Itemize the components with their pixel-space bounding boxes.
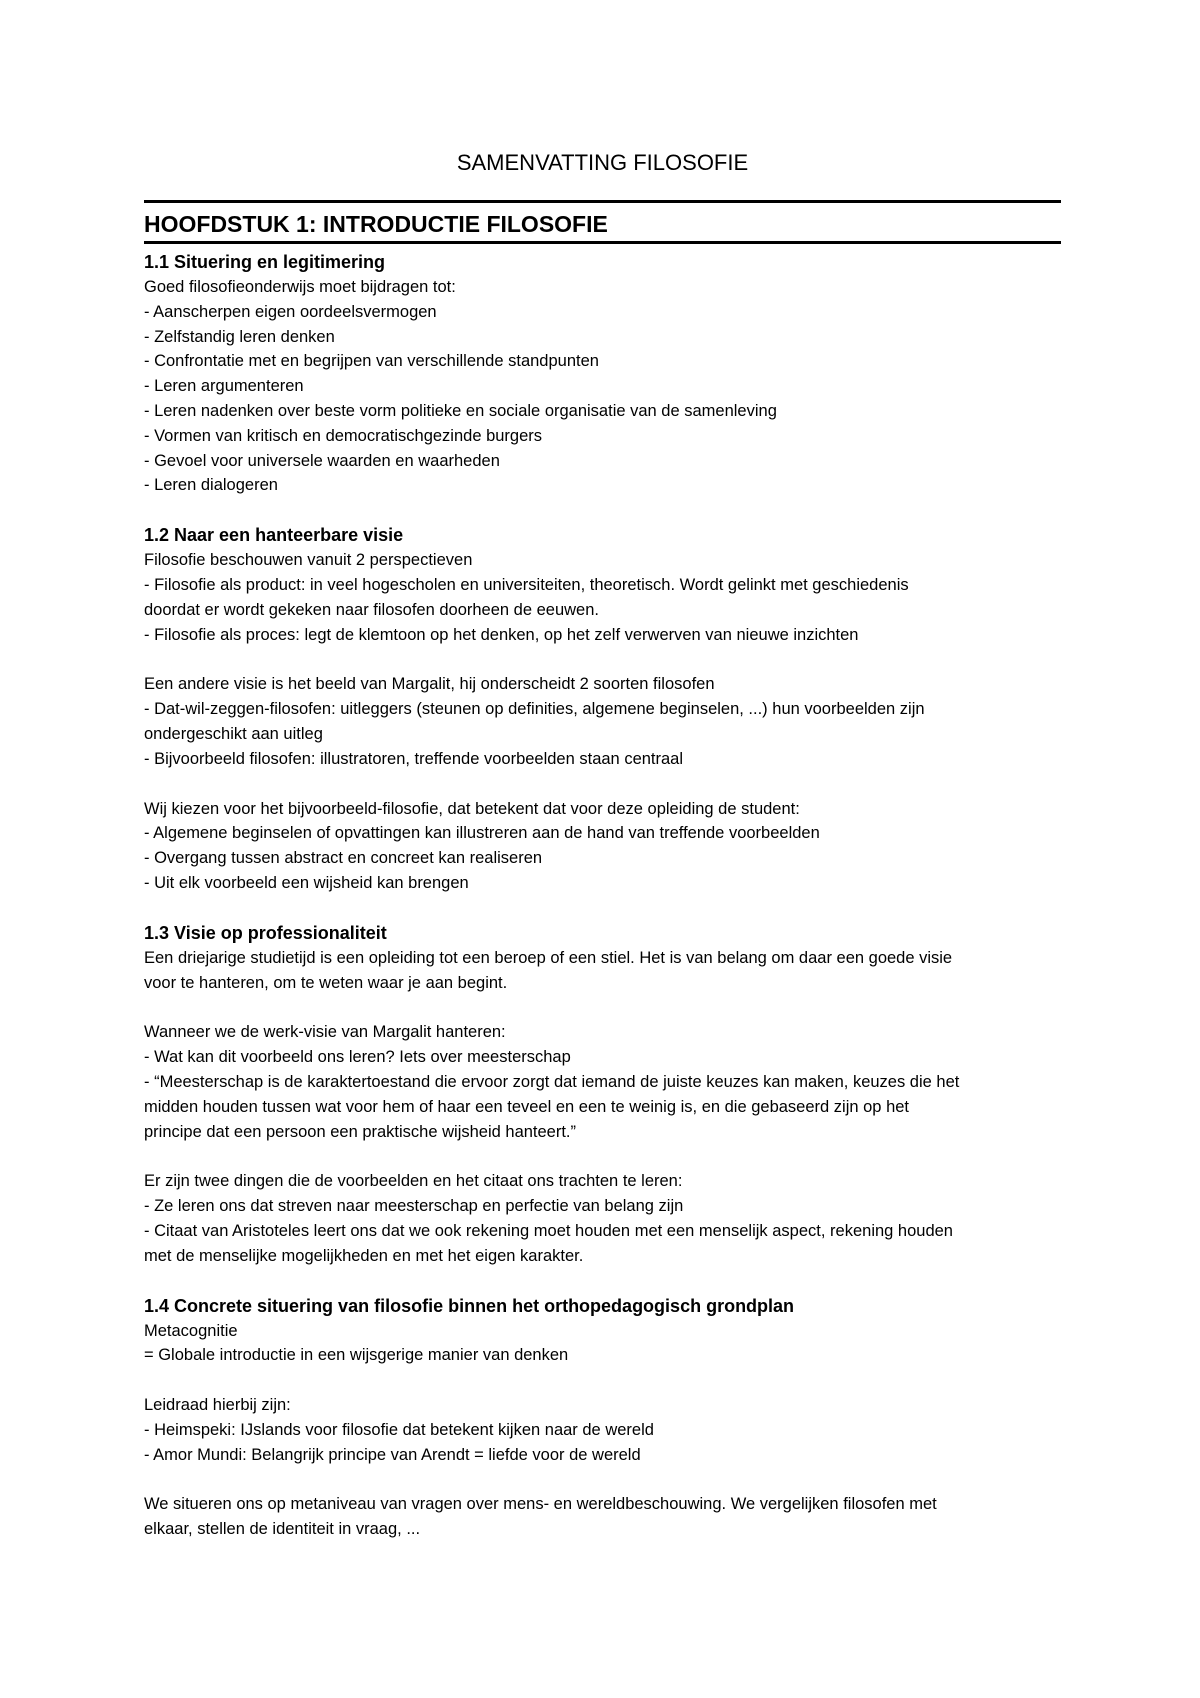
text-line: ondergeschikt aan uitleg bbox=[144, 724, 323, 743]
bullet-line: - Gevoel voor universele waarden en waarheden bbox=[144, 451, 500, 470]
paragraph bbox=[144, 1393, 1061, 1467]
bullet-line: - Leren dialogeren bbox=[144, 476, 278, 495]
bullet-line: - Aanscherpen eigen oordeelsvermogen bbox=[144, 302, 437, 321]
section-spacer bbox=[144, 896, 1061, 921]
text-line: Goed filosofieonderwijs moet bijdragen tot: bbox=[144, 278, 456, 296]
document-body bbox=[144, 250, 1061, 1542]
section-heading: 1.3 Visie op professionaliteit bbox=[144, 922, 387, 943]
bullet-line: - “Meesterschap is de karaktertoestand die ervoor zorgt dat iemand de juiste keuzes kan maken, keuzes die het bbox=[144, 1072, 960, 1091]
section bbox=[144, 921, 1061, 1269]
bullet-line: - Amor Mundi: Belangrijk principe van Arendt = liefde voor de wereld bbox=[144, 1445, 641, 1464]
text-line: Er zijn twee dingen die de voorbeelden en het citaat ons trachten te leren: bbox=[144, 1172, 683, 1191]
bullet-line: - Zelfstandig leren denken bbox=[144, 327, 335, 346]
document-page bbox=[144, 148, 1061, 1542]
section-heading: 1.1 Situering en legitimering bbox=[144, 252, 386, 272]
text-line: Wij kiezen voor het bijvoorbeeld-filosofie, dat betekent dat voor deze opleiding de student: bbox=[144, 799, 800, 818]
bullet-line: - Wat kan dit voorbeeld ons leren? Iets over meesterschap bbox=[144, 1048, 571, 1067]
bullet-line: - Ze leren ons dat streven naar meesterschap en perfectie van belang zijn bbox=[144, 1197, 684, 1216]
paragraph bbox=[144, 1169, 1061, 1268]
paragraph bbox=[144, 1020, 1061, 1144]
paragraph-spacer bbox=[144, 1368, 1061, 1393]
text-line: Wanneer we de werk-visie van Margalit hanteren: bbox=[144, 1023, 506, 1042]
text-line: elkaar, stellen de identiteit in vraag, ... bbox=[144, 1520, 421, 1539]
section bbox=[144, 250, 1061, 498]
text-line: met de menselijke mogelijkheden en met het eigen karakter. bbox=[144, 1246, 584, 1265]
text-line: principe dat een persoon een praktische wijsheid hanteert.” bbox=[144, 1122, 577, 1141]
section bbox=[144, 523, 1061, 896]
text-line: Een andere visie is het beeld van Margalit, hij onderscheidt 2 soorten filosofen bbox=[144, 675, 715, 694]
text-line: Filosofie beschouwen vanuit 2 perspectieven bbox=[144, 551, 473, 570]
paragraph bbox=[144, 946, 1061, 996]
text-line: midden houden tussen wat voor hem of haar een teveel en een te weinig is, en die gebaseerd zijn op het bbox=[144, 1097, 910, 1116]
chapter-heading: HOOFDSTUK 1: INTRODUCTIE FILOSOFIE bbox=[144, 200, 1061, 244]
paragraph-spacer bbox=[144, 995, 1061, 1020]
paragraph bbox=[144, 1492, 1061, 1542]
paragraph bbox=[144, 275, 1061, 498]
bullet-line: - Bijvoorbeeld filosofen: illustratoren, treffende voorbeelden staan centraal bbox=[144, 749, 684, 768]
bullet-line: - Overgang tussen abstract en concreet kan realiseren bbox=[144, 849, 543, 868]
section bbox=[144, 1294, 1061, 1543]
section-heading: 1.4 Concrete situering van filosofie binnen het orthopedagogisch grondplan bbox=[144, 1295, 795, 1316]
text-line: We situeren ons op metaniveau van vragen over mens- en wereldbeschouwing. We vergelijken filosofen met bbox=[144, 1495, 937, 1514]
text-line: voor te hanteren, om te weten waar je aan begint. bbox=[144, 973, 508, 992]
text-line: Leidraad hierbij zijn: bbox=[144, 1396, 291, 1415]
bullet-line: - Citaat van Aristoteles leert ons dat we ook rekening moet houden met een menselijk aspect, rekening houden bbox=[144, 1221, 953, 1240]
bullet-line: - Algemene beginselen of opvattingen kan illustreren aan de hand van treffende voorbeelden bbox=[144, 824, 820, 843]
bullet-line: - Leren argumenteren bbox=[144, 377, 304, 396]
paragraph-spacer bbox=[144, 772, 1061, 797]
bullet-line: - Dat-wil-zeggen-filosofen: uitleggers (steunen op definities, algemene beginselen, ...) hun voorbeelden zijn bbox=[144, 700, 925, 719]
text-line: = Globale introductie in een wijsgerige manier van denken bbox=[144, 1346, 569, 1365]
bullet-line: - Heimspeki: IJslands voor filosofie dat betekent kijken naar de wereld bbox=[144, 1420, 654, 1439]
section-heading: 1.2 Naar een hanteerbare visie bbox=[144, 525, 404, 546]
text-line: doordat er wordt gekeken naar filosofen doorheen de eeuwen. bbox=[144, 600, 599, 619]
bullet-line: - Filosofie als proces: legt de klemtoon op het denken, op het zelf verwerven van nieuwe inzichten bbox=[144, 625, 859, 644]
paragraph bbox=[144, 797, 1061, 896]
section-spacer bbox=[144, 1269, 1061, 1294]
paragraph-spacer bbox=[144, 1467, 1061, 1492]
paragraph-spacer bbox=[144, 1144, 1061, 1169]
bullet-line: - Uit elk voorbeeld een wijsheid kan brengen bbox=[144, 873, 469, 892]
document-title: SAMENVATTING FILOSOFIE bbox=[456, 150, 749, 175]
paragraph bbox=[144, 548, 1061, 647]
section-spacer bbox=[144, 498, 1061, 523]
bullet-line: - Confrontatie met en begrijpen van verschillende standpunten bbox=[144, 352, 599, 371]
bullet-line: - Leren nadenken over beste vorm politieke en sociale organisatie van de samenleving bbox=[144, 401, 777, 420]
bullet-line: - Filosofie als product: in veel hogescholen en universiteiten, theoretisch. Wordt gelinkt met geschiedenis bbox=[144, 575, 909, 594]
text-line: Een driejarige studietijd is een opleiding tot een beroep of een stiel. Het is van belang om daar een goede visie bbox=[144, 948, 953, 967]
paragraph bbox=[144, 672, 1061, 771]
bullet-line: - Vormen van kritisch en democratischgezinde burgers bbox=[144, 426, 543, 445]
paragraph-spacer bbox=[144, 647, 1061, 672]
paragraph bbox=[144, 1319, 1061, 1369]
text-line: Metacognitie bbox=[144, 1321, 238, 1340]
